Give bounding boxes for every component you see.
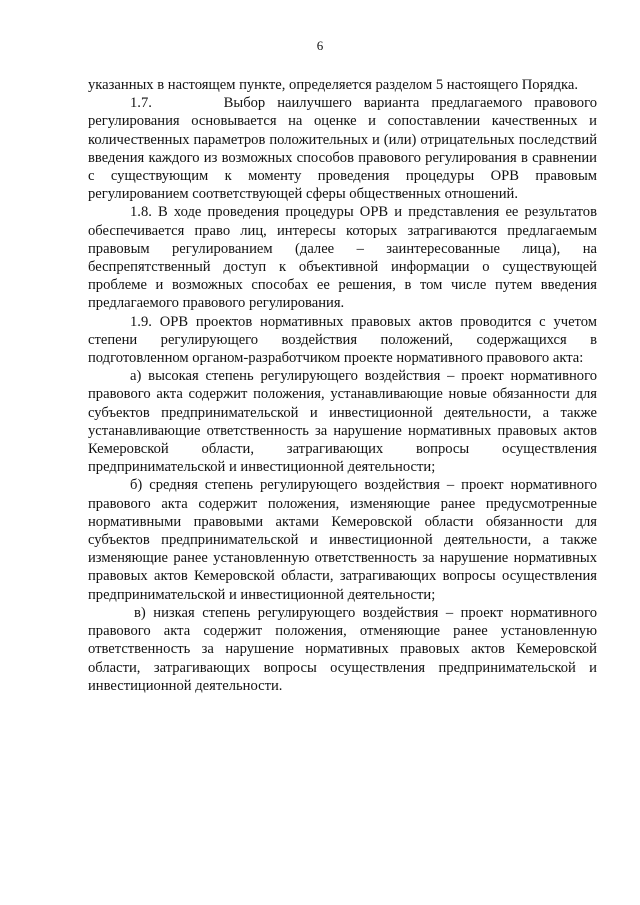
paragraph-continuation: указанных в настоящем пункте, определяется разделом 5 настоящего Порядка.: [88, 77, 579, 93]
page-number: 6: [316, 38, 324, 53]
list-item-b: б) средняя степень регулирующего воздействия – проект нормативного правового акта содержит положения, изменяющие ранее предусмотренные нормативными правовыми актами Кемеровской области обязанности для субъектов предпринимательской и инвестиционной деятельности, а также изменяющие ранее установленную ответственность за нарушение нормативных правовых актов Кемеровской области, затрагивающих вопросы осуществления предпринимательской и инвестиционной деятельности;: [88, 477, 597, 603]
paragraph-1-8: 1.8. В ходе проведения процедуры ОРВ и представления ее результатов обеспечивается право лиц, интересы которых затрагиваются предлагаемым правовым регулированием (далее – заинтересованные лица), на беспрепятственный доступ к объективной информации о существующей проблеме и возможных способах ее решения, в том числе путем введения предлагаемого правового регулирования.: [88, 204, 597, 312]
paragraph-1-7: 1.7. Выбор наилучшего варианта предлагаемого правового регулирования основывается на оценке и сопоставлении качественных и количественных параметров положительных и (или) отрицательных последствий введения каждого из возможных способов правового регулирования в сравнении с существующим к моменту проведения процедуры ОРВ правовым регулированием соответствующей сферы общественных отношений.: [88, 95, 597, 203]
list-item-a: а) высокая степень регулирующего воздействия – проект нормативного правового акта содержит положения, устанавливающие новые обязанности для субъектов предпринимательской и инвестиционной деятельности, а также устанавливающие ответственность за нарушение нормативных правовых актов Кемеровской области, затрагивающих вопросы осуществления предпринимательской и инвестиционной деятельности;: [88, 368, 597, 476]
list-item-v: в) низкая степень регулирующего воздействия – проект нормативного правового акта содержит положения, отменяющие ранее установленную ответственность за нарушение нормативных правовых актов Кемеровской области, затрагивающих вопросы осуществления предпринимательской и инвестиционной деятельности.: [88, 604, 597, 694]
document-body: [88, 76, 597, 695]
paragraph-1-9: 1.9. ОРВ проектов нормативных правовых актов проводится с учетом степени регулирующего воздействия положений, содержащихся в подготовленном органом-разработчиком проекте нормативного правового акта:: [88, 313, 597, 367]
